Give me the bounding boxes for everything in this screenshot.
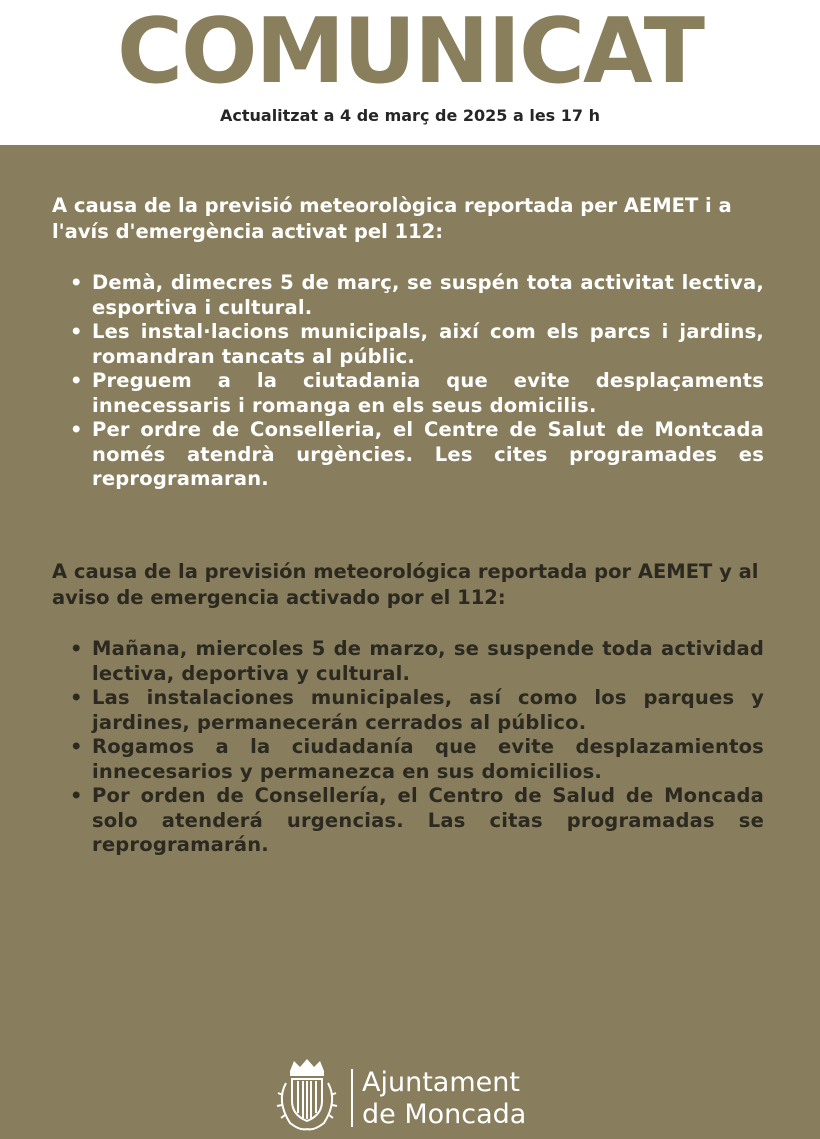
list-item-text: Demà, dimecres 5 de març, se suspén tota activitat lectiva, esportiva i cultural. [92, 271, 764, 319]
list-item [52, 418, 764, 492]
list-item-text: Rogamos a la ciudadanía que evite desplazamientos innecesarios y permanezca en sus domicilios. [92, 735, 764, 783]
spanish-section [52, 559, 764, 858]
spanish-intro: A causa de la previsión meteorológica reportada por AEMET y al aviso de emergencia activado por el 112: [52, 560, 759, 609]
list-item [52, 271, 764, 320]
logo-line-1: Ajuntament [362, 1067, 520, 1098]
list-item [52, 369, 764, 418]
catalan-points [52, 271, 764, 492]
list-item-text: Les instal·lacions municipals, així com els parcs i jardins, romandran tancats al públic. [92, 320, 764, 368]
bullet-icon: • [70, 271, 83, 294]
bullet-icon: • [70, 686, 83, 709]
bullet-icon: • [70, 784, 83, 807]
logo-line-2: de Moncada [362, 1099, 527, 1130]
list-item [52, 320, 764, 369]
list-item [52, 735, 764, 784]
list-item-text: Las instalaciones municipales, así como los parques y jardines, permanecerán cerrados al público. [92, 686, 764, 734]
update-timestamp: Actualitzat a 4 de març de 2025 a les 17 h [219, 106, 600, 125]
list-item-text: Por orden de Consellería, el Centro de Salud de Moncada solo atenderá urgencias. Las citas programadas se reprogramarán. [92, 784, 764, 856]
bullet-icon: • [70, 369, 83, 392]
list-item [52, 784, 764, 858]
spanish-points [52, 637, 764, 858]
notice-body [0, 145, 820, 1130]
page-title: COMUNICAT [116, 0, 704, 104]
bullet-icon: • [70, 418, 83, 441]
list-item-text: Mañana, miercoles 5 de marzo, se suspende toda actividad lectiva, deportiva y cultural. [92, 637, 764, 685]
municipal-crest-icon [270, 1055, 344, 1135]
bullet-icon: • [70, 637, 83, 660]
list-item [52, 637, 764, 686]
list-item [52, 686, 764, 735]
bullet-icon: • [70, 735, 83, 758]
logo-divider [351, 1069, 353, 1127]
list-item-text: Preguem a la ciutadania que evite desplaçaments innecessaris i romanga en els seus domicilis. [92, 369, 764, 417]
logo-text [362, 1067, 526, 1131]
catalan-section [52, 193, 764, 492]
bullet-icon: • [70, 320, 83, 343]
header [0, 0, 820, 145]
footer-logo [270, 1055, 570, 1139]
catalan-intro: A causa de la previsió meteorològica reportada per AEMET i a l'avís d'emergència activat pel 112: [52, 194, 732, 243]
list-item-text: Per ordre de Conselleria, el Centre de Salut de Montcada només atendrà urgències. Les cites programades es reprogramaran. [92, 418, 764, 490]
